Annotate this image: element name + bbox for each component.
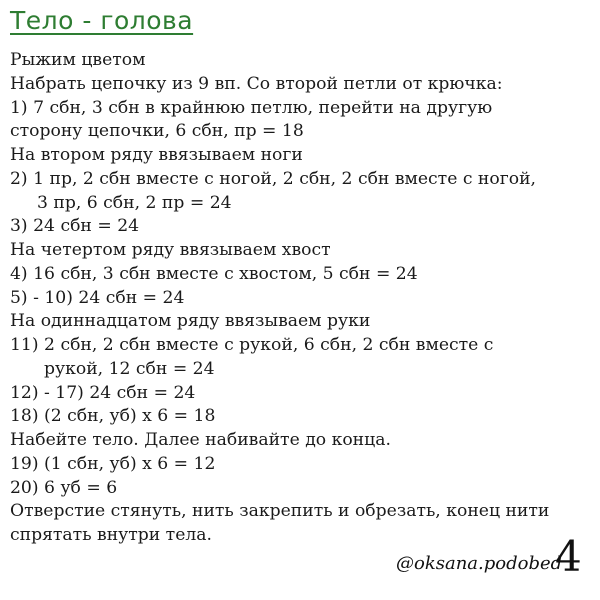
instructions-body xyxy=(10,49,598,548)
text-line: На четертом ряду ввязываем хвост xyxy=(10,240,331,260)
text-line: На одиннадцатом ряду ввязываем руки xyxy=(10,311,371,332)
text-line: 5) - 10) 24 сбн = 24 xyxy=(10,287,185,308)
text-line: 1) 7 сбн, 3 сбн в крайнюю петлю, перейти на другую xyxy=(10,97,493,118)
text-line: 2) 1 пр, 2 сбн вместе с ногой, 2 сбн, 2 сбн вместе с ногой, xyxy=(10,168,536,189)
text-line: рукой, 12 сбн = 24 xyxy=(44,358,215,379)
text-line: 3 пр, 6 сбн, 2 пр = 24 xyxy=(37,192,232,213)
text-line: Рыжим цветом xyxy=(10,50,146,70)
text-line: 20) 6 уб = 6 xyxy=(10,477,118,498)
text-line: На втором ряду ввязываем ноги xyxy=(10,145,303,165)
page-number: 4 xyxy=(555,532,582,581)
text-line: Набейте тело. Далее набивайте до конца. xyxy=(10,430,391,450)
author-signature: @oksana.podobed xyxy=(396,553,563,574)
text-line: 11) 2 сбн, 2 сбн вместе с рукой, 6 сбн, 2 сбн вместе с xyxy=(10,335,494,355)
text-line: Отверстие стянуть, нить закрепить и обрезать, конец нити xyxy=(10,501,550,522)
text-line: 4) 16 сбн, 3 сбн вместе с хвостом, 5 сбн = 24 xyxy=(10,263,418,284)
text-line: сторону цепочки, 6 сбн, пр = 18 xyxy=(10,121,304,142)
text-line: 19) (1 сбн, уб) х 6 = 12 xyxy=(10,453,216,474)
text-line: 12) - 17) 24 сбн = 24 xyxy=(10,382,196,403)
text-line: 18) (2 сбн, уб) х 6 = 18 xyxy=(10,406,216,427)
text-line: Набрать цепочку из 9 вп. Со второй петли от крючка: xyxy=(10,73,503,94)
page-title: Тело - голова xyxy=(10,6,194,35)
text-line: спрятать внутри тела. xyxy=(10,525,212,545)
text-line: 3) 24 сбн = 24 xyxy=(10,216,140,237)
